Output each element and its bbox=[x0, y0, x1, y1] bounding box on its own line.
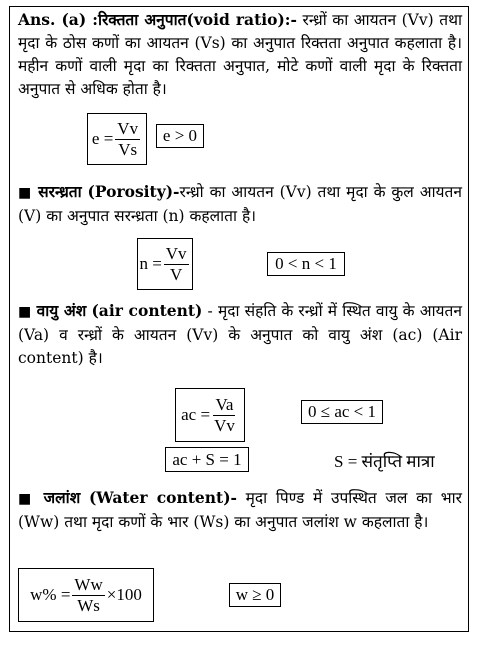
void-ratio-term-en: (void ratio):- bbox=[186, 10, 297, 29]
void-ratio-formula bbox=[87, 113, 147, 165]
void-ratio-text: रन्ध्रों का आयतन (Vv) तथा मृदा के ठोस कणों का आयतन (Vs) का अनुपात रिक्तता अनुपात कहलाता है। महीन कणों वाली मृदा का रिक्तता अनुपात, मोटे कणों वाली मृदा के रिक्तता अनुपात से अधिक होता है। bbox=[18, 11, 462, 98]
porosity-term: सरन्ध्रता bbox=[38, 182, 82, 201]
bullet-icon: ■ bbox=[18, 304, 32, 320]
numerator: Ww bbox=[74, 574, 103, 594]
porosity-paragraph bbox=[18, 180, 462, 228]
air-content-text: - मृदा संहति के रन्ध्रों में स्थित वायु के आयतन (Va) व रन्ध्रों के आयतन (Vv) के अनुपात को वायु अंश (ac) (Air content) है। bbox=[18, 302, 462, 367]
fraction bbox=[72, 575, 104, 616]
saturation-note: S = संतृप्ति मात्रा bbox=[334, 452, 435, 471]
water-content-paragraph bbox=[18, 486, 462, 534]
fraction bbox=[164, 244, 189, 285]
water-content-condition: w ≥ 0 bbox=[229, 583, 281, 607]
bullet-icon: ■ bbox=[18, 185, 33, 201]
bullet-icon: ■ bbox=[18, 491, 35, 507]
formula-lhs: w% = bbox=[30, 585, 71, 604]
water-content-term-en: (Water content)- bbox=[88, 488, 237, 507]
numerator: Va bbox=[215, 394, 234, 414]
formula-lhs: ac = bbox=[181, 405, 211, 424]
porosity-text: रन्ध्रो का आयतन (Vv) तथा मृदा के कुल आयतन (V) का अनुपात सरन्ध्रता (n) कहलाता है। bbox=[18, 183, 462, 225]
formula-rhs: ×100 bbox=[106, 585, 142, 604]
formula-lhs: e = bbox=[91, 129, 114, 148]
water-content-formula bbox=[18, 568, 154, 622]
void-ratio-term: रिक्तता अनुपात bbox=[97, 10, 187, 29]
air-content-formula bbox=[175, 388, 245, 442]
denominator: Vv bbox=[214, 415, 235, 435]
air-content-paragraph bbox=[18, 299, 462, 370]
fraction bbox=[115, 119, 140, 160]
fraction bbox=[212, 395, 237, 436]
denominator: Vs bbox=[118, 139, 138, 159]
porosity-term-en: (Porosity)- bbox=[87, 182, 180, 201]
air-content-term-en: (air content) bbox=[91, 301, 203, 320]
void-ratio-paragraph bbox=[18, 8, 462, 101]
numerator: Vv bbox=[117, 118, 139, 138]
air-content-term: वायु अंश bbox=[36, 301, 87, 320]
water-content-text: मृदा पिण्ड में उपस्थित जल का भार (Ww) तथा मृदा कणों के भार (Ws) का अनुपात जलांश w कहलाता है। bbox=[18, 489, 462, 531]
air-content-condition: 0 ≤ ac < 1 bbox=[301, 400, 383, 424]
air-content-relation: ac + S = 1 bbox=[165, 447, 249, 472]
denominator: V bbox=[170, 264, 183, 284]
denominator: Ws bbox=[77, 595, 100, 615]
numerator: Vv bbox=[165, 243, 187, 263]
formula-lhs: n = bbox=[139, 254, 162, 273]
answer-label: Ans. (a) : bbox=[18, 10, 98, 29]
water-content-term: जलांश bbox=[43, 488, 81, 507]
porosity-condition: 0 < n < 1 bbox=[267, 252, 345, 276]
porosity-formula bbox=[137, 238, 193, 290]
void-ratio-condition: e > 0 bbox=[156, 124, 204, 148]
